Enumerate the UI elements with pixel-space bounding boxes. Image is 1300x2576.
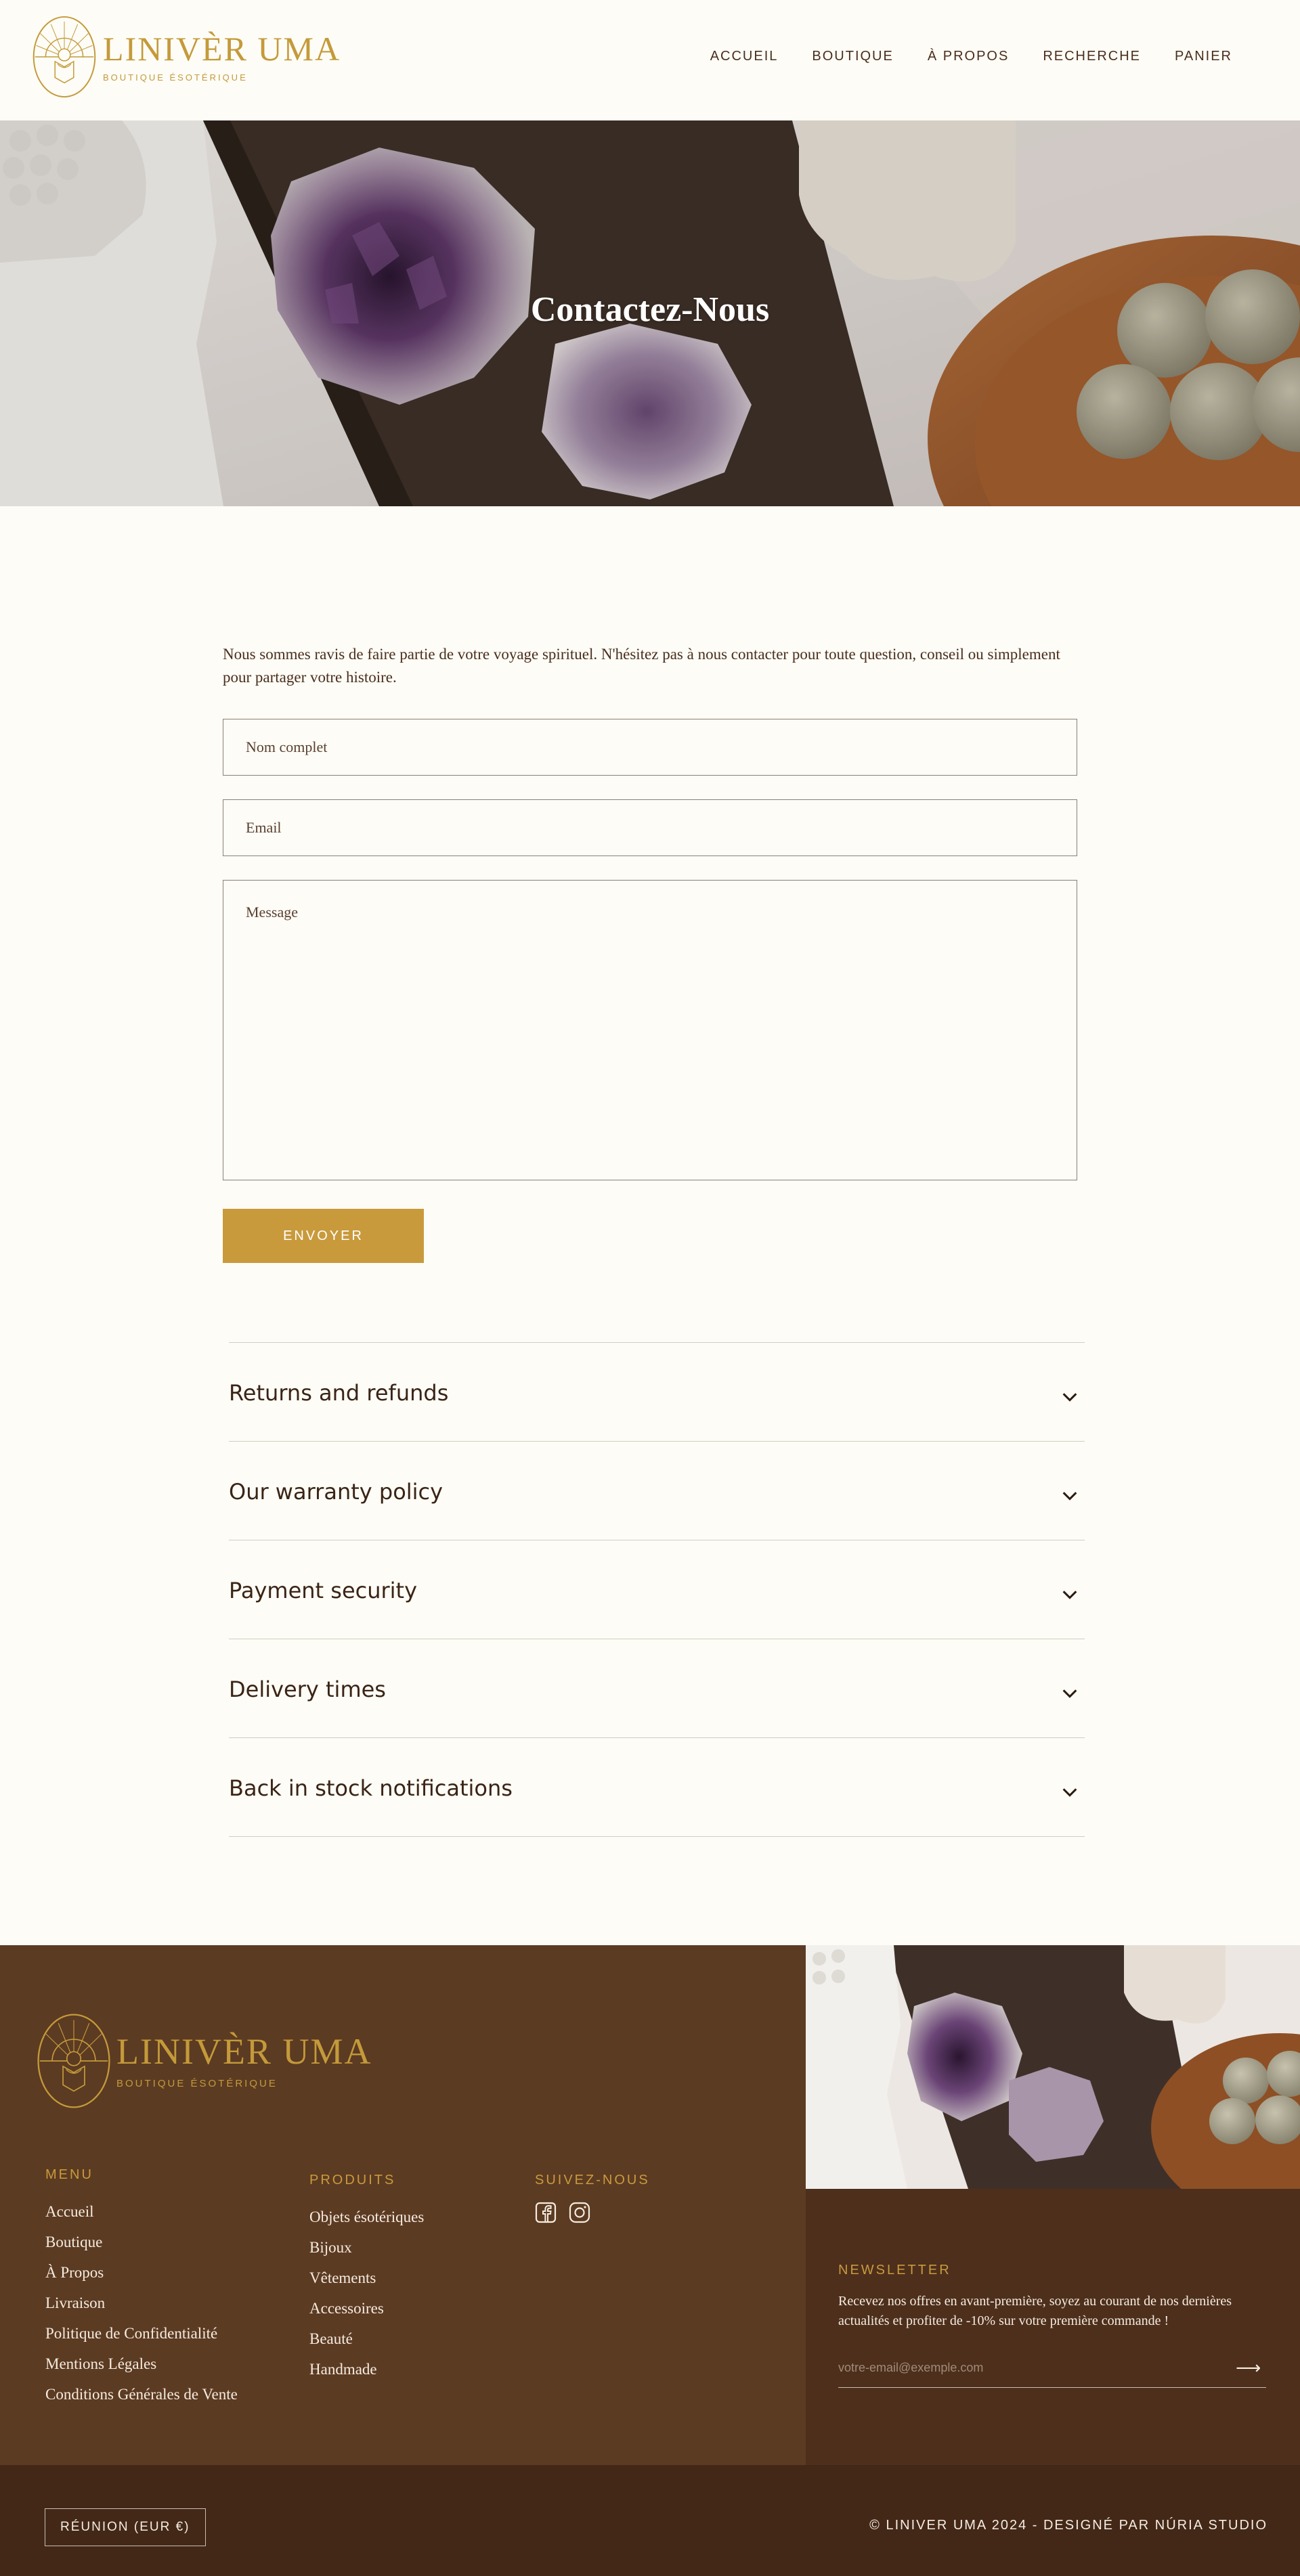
faq-question: Payment security [229,1577,418,1603]
footer-link-a-propos[interactable]: À Propos [45,2264,104,2281]
main-nav [710,49,1232,64]
nav-item-panier[interactable]: PANIER [1175,49,1232,64]
footer-brand-name: LINIVÈR UMA [116,2030,372,2072]
message-textarea[interactable] [223,880,1077,1180]
page-title: Contactez-Nous [530,290,770,329]
footer-link-confidentialite[interactable]: Politique de Confidentialité [45,2325,218,2342]
faq-item-back-in-stock[interactable] [229,1738,1085,1837]
footer-link-vetements[interactable]: Vêtements [309,2269,376,2286]
chevron-down-icon [1060,1486,1079,1505]
chevron-down-icon [1060,1585,1079,1604]
brand-name: LINIVÈR UMA [103,29,341,68]
hero-banner [0,120,1300,506]
newsletter-email-input[interactable] [838,2349,1266,2388]
footer-link-beaute[interactable]: Beauté [309,2330,353,2347]
faq-item-warranty[interactable] [229,1442,1085,1540]
footer-link-handmade[interactable]: Handmade [309,2361,377,2378]
send-button[interactable]: ENVOYER [223,1209,424,1263]
site-header [0,0,1300,120]
footer-social-column [535,2173,650,2223]
newsletter-title: NEWSLETTER [838,2263,951,2278]
footer-link-bijoux[interactable]: Bijoux [309,2239,352,2256]
nav-item-recherche[interactable]: RECHERCHE [1043,49,1142,64]
nav-item-boutique[interactable]: BOUTIQUE [812,49,894,64]
full-name-input[interactable] [223,719,1077,776]
footer-image [806,1945,1300,2189]
email-input[interactable] [223,799,1077,856]
brand-emblem-icon [35,2009,112,2113]
footer-link-accueil[interactable]: Accueil [45,2203,94,2220]
faq-question: Our warranty policy [229,1478,443,1505]
nav-item-accueil[interactable]: ACCUEIL [710,49,779,64]
instagram-icon[interactable] [569,2202,590,2223]
footer-crystals-image [806,1945,1300,2189]
footer-link-mentions-legales[interactable]: Mentions Légales [45,2355,157,2372]
footer-brand-tagline: BOUTIQUE ÉSOTÉRIQUE [116,2077,278,2089]
faq-item-payment[interactable] [229,1540,1085,1639]
footer-menu-title: MENU [45,2167,93,2182]
chevron-down-icon [1060,1783,1079,1802]
footer-link-accessoires[interactable]: Accessoires [309,2300,384,2317]
faq-item-returns[interactable] [229,1343,1085,1442]
faq-accordion [229,1342,1085,1837]
footer-products-column [309,2173,424,2384]
copyright-text: © LINIVER UMA 2024 - DESIGNÉ PAR NÚRIA STUDIO [869,2518,1268,2533]
contact-intro: Nous sommes ravis de faire partie de votre voyage spirituel. N'hésitez pas à nous contacter pour toute question, conseil ou simplement pour partager votre histoire. [223,646,1060,686]
nav-item-a-propos[interactable]: À PROPOS [927,49,1010,64]
footer-link-cgv[interactable]: Conditions Générales de Vente [45,2386,238,2403]
arrow-right-icon[interactable]: ⟶ [1236,2358,1261,2378]
chevron-down-icon [1060,1387,1079,1406]
footer-products-title: PRODUITS [309,2173,396,2188]
footer-social-title: SUIVEZ-NOUS [535,2173,650,2188]
newsletter-text: Recevez nos offres en avant-première, soyez au courant de nos dernières actualités et profiter de -10% sur votre première commande ! [838,2294,1232,2328]
footer-link-objets-esoteriques[interactable]: Objets ésotériques [309,2208,425,2225]
footer-link-boutique[interactable]: Boutique [45,2234,103,2250]
facebook-icon[interactable] [535,2202,557,2223]
footer-brand-logo[interactable] [35,2009,372,2113]
chevron-down-icon [1060,1684,1079,1703]
faq-question: Delivery times [229,1676,386,1702]
brand-logo[interactable] [30,14,341,100]
currency-selector[interactable]: RÉUNION (EUR €) [45,2508,206,2546]
faq-question: Returns and refunds [229,1379,449,1406]
footer-link-livraison[interactable]: Livraison [45,2294,106,2311]
brand-emblem-icon [30,14,99,100]
brand-tagline: BOUTIQUE ÉSOTÉRIQUE [103,72,248,83]
footer-menu-column [45,2167,238,2410]
faq-question: Back in stock notifications [229,1775,513,1801]
faq-item-delivery[interactable] [229,1639,1085,1738]
